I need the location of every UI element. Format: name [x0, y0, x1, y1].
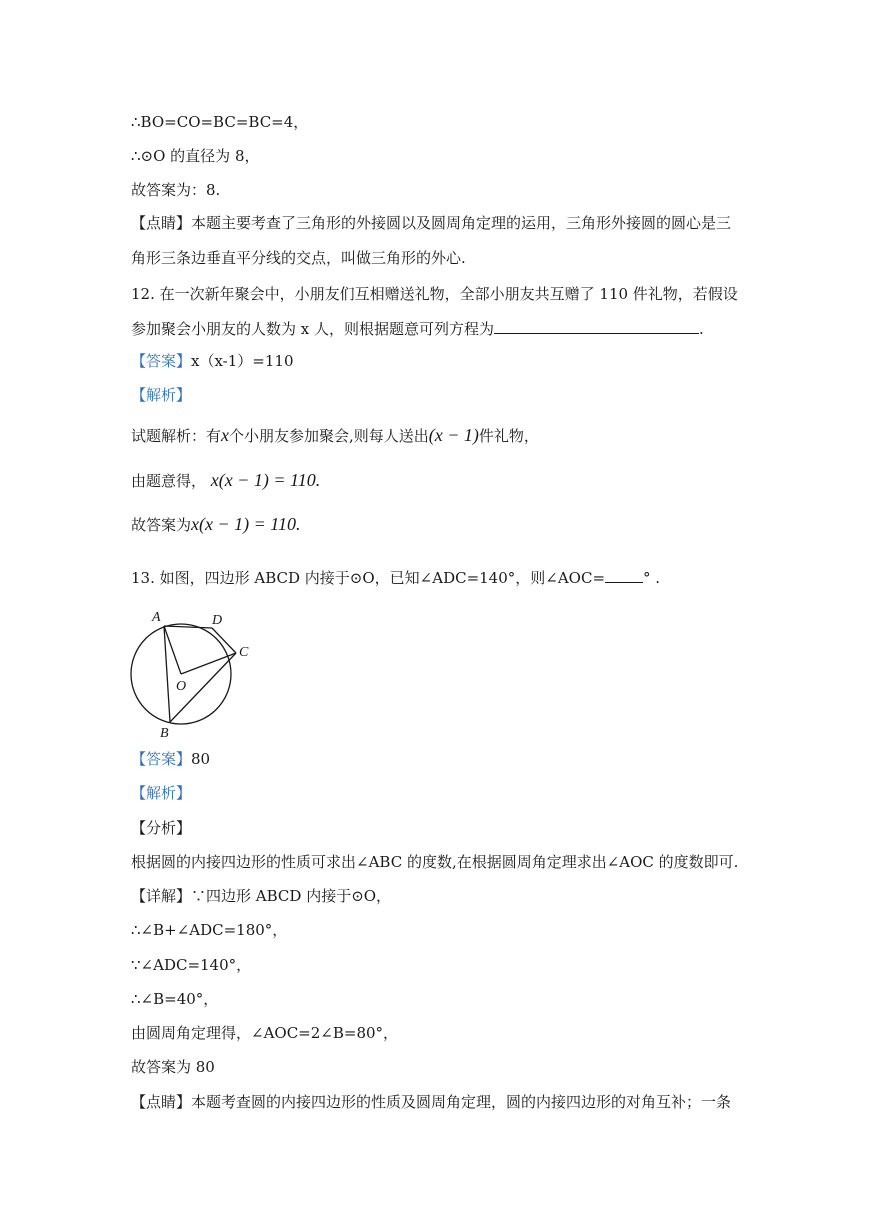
- label-d: D: [212, 613, 223, 628]
- segment-ad: [164, 626, 212, 628]
- geometry-figure: [124, 606, 264, 740]
- segment-oc: [181, 653, 236, 674]
- solution-text: 试题解析：有: [131, 427, 222, 445]
- detail-line: ∴∠B=40°，: [131, 990, 219, 1008]
- answer-text: x（x-1）=110: [191, 352, 294, 370]
- question-13-text: 13. 如图，四边形 ABCD 内接于⊙O，已知∠ADC=140°，则∠AOC=: [131, 569, 606, 587]
- analysis-12-tag: [131, 385, 191, 405]
- text-line: [131, 213, 731, 233]
- question-12-line2: [131, 319, 704, 339]
- question-12-line1: 12. 在一次新年聚会中，小朋友们互相赠送礼物，全部小朋友共互赠了 110 件礼物，若假设: [131, 285, 738, 303]
- math-equation: x(x − 1) = 110.: [210, 470, 321, 490]
- answer-12: [131, 351, 293, 371]
- question-12-end: .: [699, 320, 704, 338]
- xiangjie-line: [131, 886, 391, 906]
- fenxi-tag: 【分析】: [131, 819, 192, 837]
- detail-line: 故答案为 80: [131, 1058, 215, 1076]
- label-c: C: [239, 645, 249, 660]
- dianjing-text: 本题考查圆的内接四边形的性质及圆周角定理，圆的内接四边形的对角互补；一条: [191, 1093, 732, 1111]
- detail-line: 由圆周角定理得，∠AOC=2∠B=80°，: [131, 1024, 399, 1042]
- detail-line: ∵∠ADC=140°，: [131, 956, 252, 974]
- solution-text: 由题意得，: [131, 472, 207, 490]
- solution-12-line3: [131, 514, 300, 535]
- question-13: [131, 568, 660, 588]
- math-x: x: [221, 425, 230, 445]
- answer-blank: [605, 568, 643, 583]
- text-line: ∴⊙O 的直径为 8，: [131, 147, 260, 165]
- dianjing-line: [131, 1092, 731, 1112]
- xiangjie-text: ∵四边形 ABCD 内接于⊙O，: [191, 887, 392, 905]
- text-line: ∴BO=CO=BC=BC=4，: [131, 113, 309, 131]
- fenxi-text-line: 根据圆的内接四边形的性质可求出∠ABC 的度数,在根据圆周角定理求出∠AOC 的度数即可.: [131, 853, 739, 871]
- question-13-end: ° .: [643, 569, 661, 587]
- solution-12-line2: [131, 470, 320, 491]
- dianjing-text: 本题主要考查了三角形的外接圆以及圆周角定理的运用，三角形外接圆的圆心是三: [191, 214, 732, 232]
- label-b: B: [160, 726, 169, 740]
- math-equation: x(x − 1) = 110.: [191, 514, 301, 534]
- xiangjie-tag: 【详解】: [131, 887, 192, 905]
- text-line: 故答案为：8.: [131, 181, 221, 199]
- label-o: O: [176, 679, 187, 694]
- dianjing-tag: 【点睛】: [131, 214, 192, 232]
- dianjing-tag: 【点睛】: [131, 1093, 192, 1111]
- fenxi-tag-line: [131, 818, 191, 838]
- analysis-13-tag: [131, 783, 191, 803]
- solution-text: 个小朋友参加聚会,则每人送出: [229, 427, 429, 445]
- solution-text: 故答案为: [131, 516, 192, 534]
- jiexi-tag: 【解析】: [131, 386, 192, 404]
- answer-13: [131, 749, 210, 769]
- jiexi-tag: 【解析】: [131, 784, 192, 802]
- answer-blank: [494, 319, 699, 334]
- answer-tag: 【答案】: [131, 750, 192, 768]
- solution-12-line1: [131, 425, 539, 446]
- question-12-text: 参加聚会小朋友的人数为 x 人，则根据题意可列方程为: [131, 320, 494, 338]
- label-a: A: [152, 610, 161, 625]
- text-line: 角形三条边垂直平分线的交点，叫做三角形的外心.: [131, 249, 466, 267]
- detail-line: ∴∠B+∠ADC=180°，: [131, 921, 288, 939]
- answer-text: 80: [191, 750, 211, 768]
- answer-tag: 【答案】: [131, 352, 192, 370]
- solution-text: 件礼物，: [478, 427, 539, 445]
- math-expression: (x − 1): [428, 425, 479, 445]
